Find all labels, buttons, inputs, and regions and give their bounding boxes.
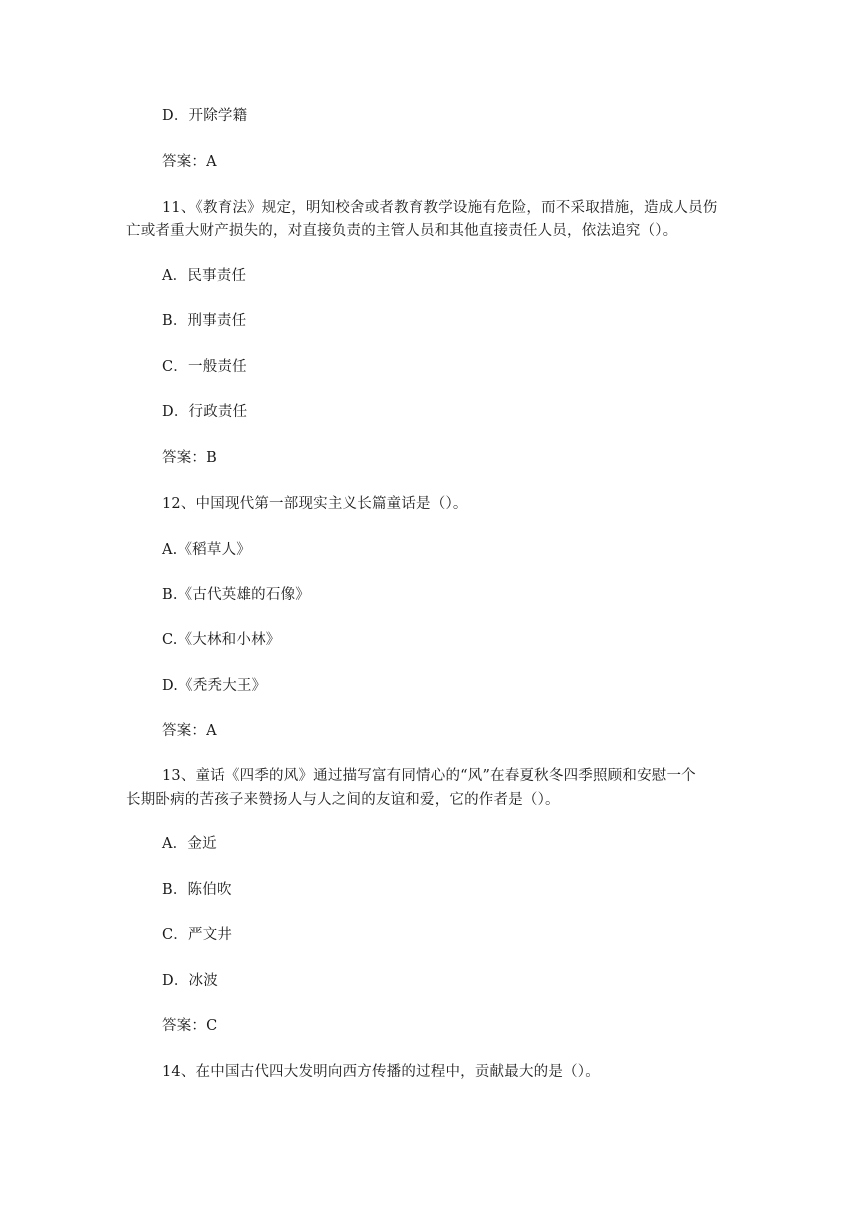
q11-option-d: D．行政责任 bbox=[162, 404, 248, 420]
q12-option-d: D.《秃秃大王》 bbox=[162, 678, 267, 694]
q13-text-line1: 13、童话《四季的风》通过描写富有同情心的“风”在春夏秋冬四季照顾和安慰一个 bbox=[162, 768, 696, 784]
q13-answer: 答案：C bbox=[162, 1018, 218, 1034]
prev-answer: 答案：A bbox=[162, 154, 217, 170]
q12-text-line1: 12、中国现代第一部现实主义长篇童话是（）。 bbox=[162, 496, 468, 512]
q13-text-line2: 长期卧病的苦孩子来赞扬人与人之间的友谊和爱，它的作者是（）。 bbox=[126, 792, 560, 808]
q13-option-a: A．金近 bbox=[162, 836, 217, 852]
q11-answer: 答案：B bbox=[162, 450, 217, 466]
q13-option-b: B．陈伯吹 bbox=[162, 882, 232, 898]
q11-text-line1: 11、《教育法》规定，明知校舍或者教育教学设施有危险，而不采取措施，造成人员伤 bbox=[162, 200, 718, 216]
q14-text-line1: 14、在中国古代四大发明向西方传播的过程中，贡献最大的是（）。 bbox=[162, 1064, 600, 1080]
q11-option-b: B．刑事责任 bbox=[162, 313, 247, 329]
q12-option-c: C.《大林和小林》 bbox=[162, 632, 281, 648]
q13-option-d: D．冰波 bbox=[162, 973, 218, 989]
q12-answer: 答案：A bbox=[162, 723, 217, 739]
q11-option-a: A．民事责任 bbox=[162, 268, 247, 284]
q12-option-a: A.《稻草人》 bbox=[162, 542, 251, 558]
q11-text-line2: 亡或者重大财产损失的，对直接负责的主管人员和其他直接责任人员，依法追究（）。 bbox=[126, 223, 678, 239]
q12-option-b: B.《古代英雄的石像》 bbox=[162, 587, 310, 603]
prev-option-d: D．开除学籍 bbox=[162, 108, 248, 124]
q13-option-c: C．严文井 bbox=[162, 927, 233, 943]
q11-option-c: C．一般责任 bbox=[162, 359, 247, 375]
